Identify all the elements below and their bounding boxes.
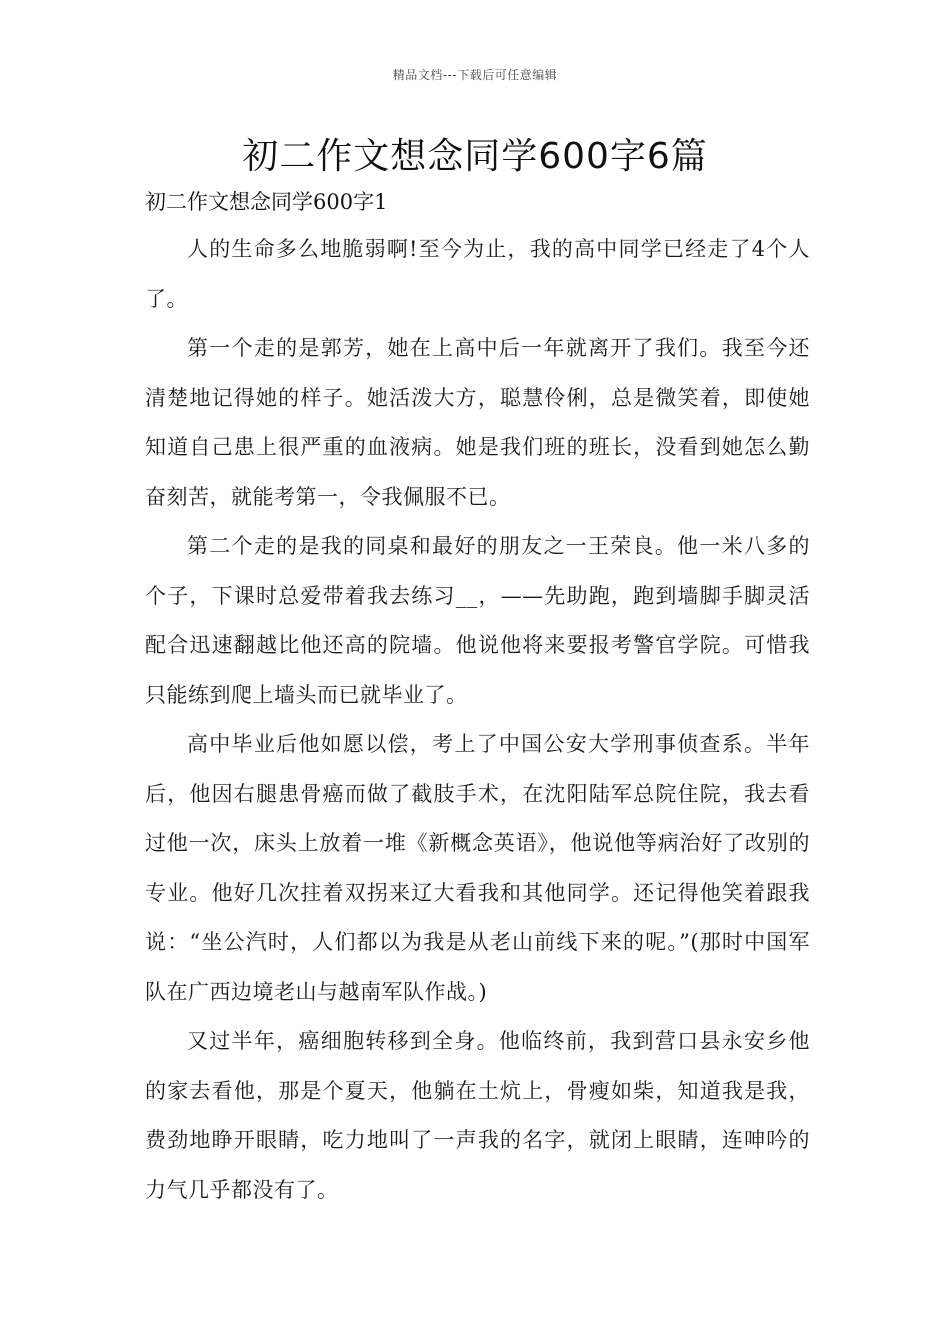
document-title: 初二作文想念同学600字6篇 — [242, 136, 708, 177]
paragraph-5: 又过半年，癌细胞转移到全身。他临终前，我到营口县永安乡他的家去看他，那是个夏天，他躺在土炕上，骨瘦如柴，知道我是我，费劲地睁开眼睛，吃力地叫了一声我的名字，就闭上眼睛，连呻吟的力气几乎都没有了。 — [145, 1029, 810, 1202]
paragraph-3: 第二个走的是我的同桌和最好的朋友之一王荣良。他一米八多的个子，下课时总爱带着我去练习__，——先助跑，跑到墙脚手脚灵活配合迅速翻越比他还高的院墙。他说他将来要报考警官学院。可惜我只能练到爬上墙头而已就毕业了。 — [145, 534, 810, 707]
paragraph-1: 人的生命多么地脆弱啊!至今为止，我的高中同学已经走了4个人了。 — [145, 237, 810, 311]
paragraph-4: 高中毕业后他如愿以偿，考上了中国公安大学刑事侦查系。半年后，他因右腿患骨癌而做了截肢手术，在沈阳陆军总院住院，我去看过他一次，床头上放着一堆《新概念英语》，他说他等病治好了改别的专业。他好几次拄着双拐来辽大看我和其他同学。还记得他笑着跟我说：“坐公汽时，人们都以为我是从老山前线下来的呢。”(那时中国军队在广西边境老山与越南军队作战。) — [145, 732, 810, 1004]
paragraph-2: 第一个走的是郭芳，她在上高中后一年就离开了我们。我至今还清楚地记得她的样子。她活泼大方，聪慧伶俐，总是微笑着，即使她知道自己患上很严重的血液病。她是我们班的班长，没看到她怎么勤奋刻苦，就能考第一，令我佩服不已。 — [145, 336, 810, 509]
section-subtitle: 初二作文想念同学600字1 — [145, 190, 388, 214]
article-body — [145, 225, 810, 1215]
header-note: 精品文档---下载后可任意编辑 — [392, 68, 558, 82]
